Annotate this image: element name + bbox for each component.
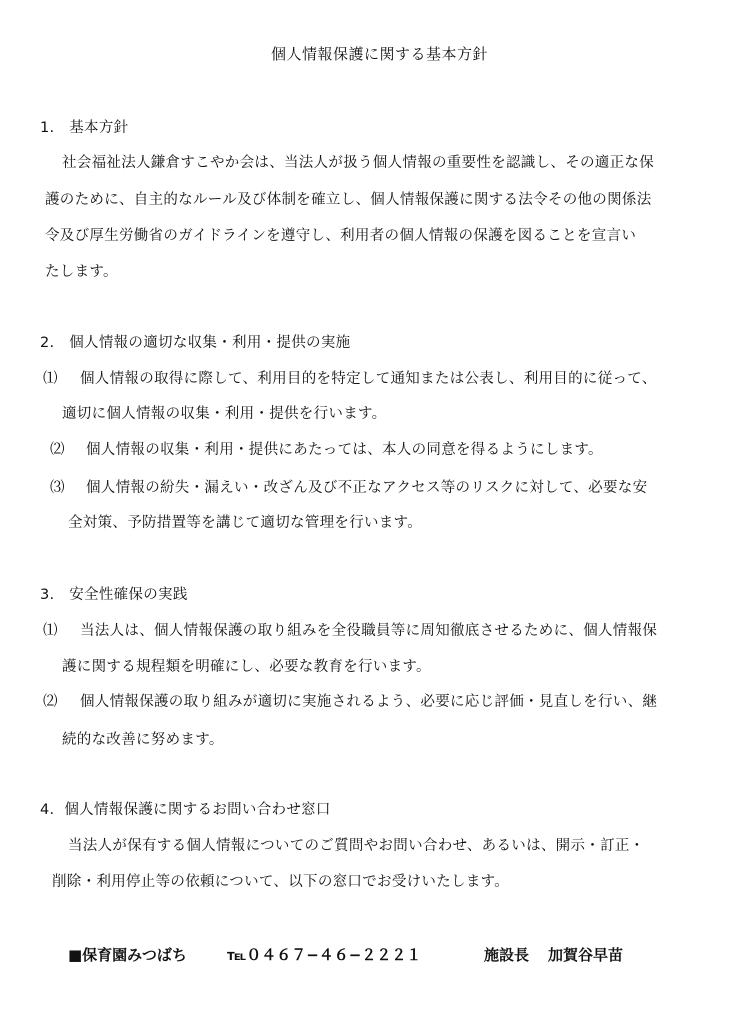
section1-line-1: 社会福祉法人鎌倉すこやか会は、当法人が扱う個人情報の重要性を認識し、その適正な保 <box>62 155 654 171</box>
section3-heading: 3. 安全性確保の実践 <box>40 587 188 603</box>
section4-line-2: 削除・利用停止等の依頼について、以下の窓口でお受けいたします。 <box>52 874 510 890</box>
facility-phone: ℡０４６７−４６−２２２１ <box>227 946 422 964</box>
section3-item1-line-1: 当法人は、個人情報保護の取り組みを全役職員等に周知徹底させるために、個人情報保 <box>80 623 658 639</box>
section1-heading: 1. 基本方針 <box>40 120 129 136</box>
section2-item2-line-1: 個人情報の収集・利用・提供にあたっては、本人の同意を得るようにします。 <box>86 442 603 458</box>
section2-item1-line-1: 個人情報の取得に際して、利用目的を特定して通知または公表し、利用目的に従って、 <box>80 371 657 387</box>
section4-heading: 4．個人情報保護に関するお問い合わせ窓口 <box>40 802 331 818</box>
section3-item2-line-2: 続的な改善に努めます。 <box>62 732 224 748</box>
section1-line-3: 令及び厚生労働省のガイドラインを遵守し、利用者の個人情報の保護を図ることを宣言い <box>45 228 637 244</box>
section2-item3-line-2: 全対策、予防措置等を講じて適切な管理を行います。 <box>68 515 423 531</box>
section2-item2-marker: ⑵ <box>50 442 65 458</box>
section3-item1-marker: ⑴ <box>43 623 58 639</box>
section3-item2-line-1: 個人情報保護の取り組みが適切に実施されるよう、必要に応じ評価・見直しを行い、継 <box>80 694 658 710</box>
contact-line <box>0 943 729 967</box>
section2-item3-line-1: 個人情報の紛失・漏えい・改ざん及び不正なアクセス等のリスクに対して、必要な安 <box>86 480 648 496</box>
director-title: 施設長 <box>484 946 530 964</box>
section2-item3-marker: ⑶ <box>50 480 65 496</box>
section2-item1-line-2: 適切に個人情報の収集・利用・提供を行います。 <box>62 406 387 422</box>
section3-item1-line-2: 護に関する規程類を明確にし、必要な教育を行います。 <box>62 659 431 675</box>
section3-item2-marker: ⑵ <box>43 694 58 710</box>
section2-item1-marker: ⑴ <box>43 371 58 387</box>
section1-line-2: 護のために、自主的なルール及び体制を確立し、個人情報保護に関する法令その他の関係法 <box>45 192 652 208</box>
section2-heading: 2. 個人情報の適切な収集・利用・提供の実施 <box>40 335 351 351</box>
section1-line-4: たします。 <box>45 264 118 280</box>
section4-line-1: 当法人が保有する個人情報についてのご質問やお問い合わせ、あるいは、開示・訂正・ <box>68 838 645 854</box>
page-title: 個人情報保護に関する基本方針 <box>271 45 489 63</box>
facility-name: ■保育園みつばち <box>68 946 187 964</box>
director-name: 加賀谷早苗 <box>548 946 624 964</box>
